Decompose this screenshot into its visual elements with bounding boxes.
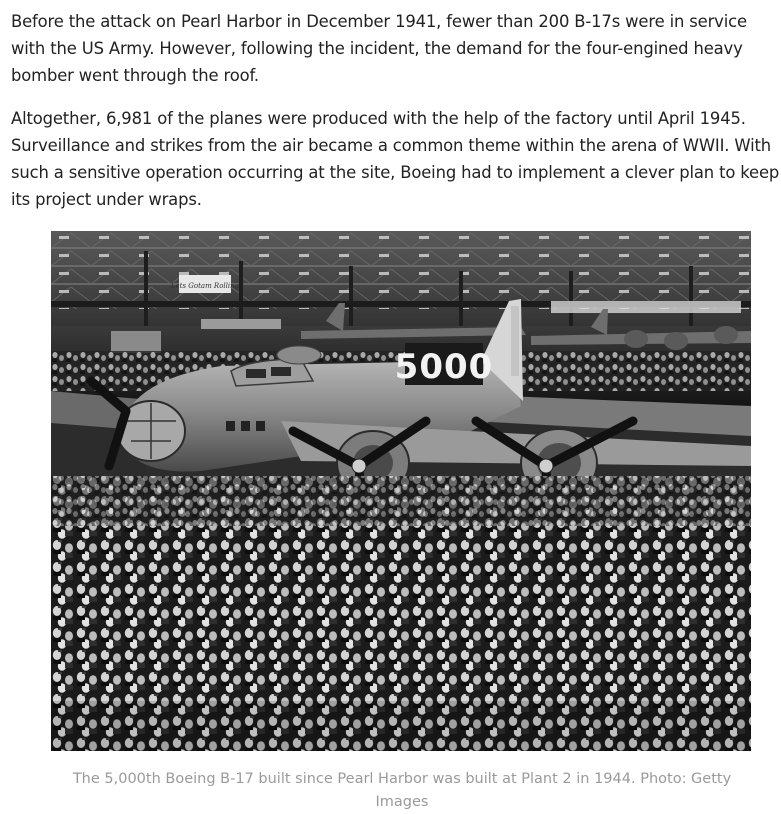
plane-number: 5000: [394, 347, 494, 387]
factory-photo: [51, 231, 751, 751]
article-body: [11, 8, 781, 213]
paragraph-1: Before the attack on Pearl Harbor in December 1941, fewer than 200 B-17s were in service with the US Army. However, following the incident, the demand for the four-engined heavy bomber went through the roof.: [11, 12, 747, 85]
paragraph-2: Altogether, 6,981 of the planes were produced with the help of the factory until April 1945. Surveillance and strikes from the air became a common theme within the arena of WWII. With such a sensitive operation occurring at the site, Boeing had to implement a clever plan to keep its project under wraps.: [11, 109, 780, 209]
photo-caption: The 5,000th Boeing B-17 built since Pearl Harbor was built at Plant 2 in 1944. Photo: Getty Images: [72, 771, 732, 810]
svg-text:Lets Gotam Rolling: Lets Gotam Rolling: [170, 282, 240, 290]
